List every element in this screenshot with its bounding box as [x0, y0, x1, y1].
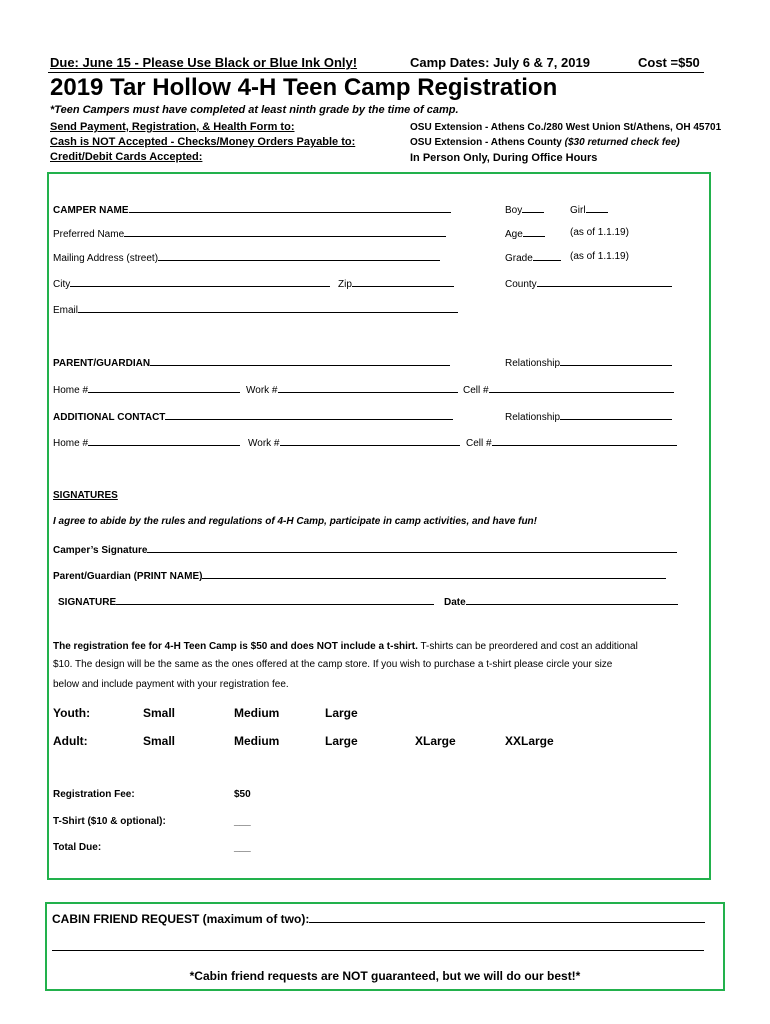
- county-label: County: [505, 279, 537, 290]
- registration-fee-value: $50: [234, 789, 251, 800]
- cabin-request-field[interactable]: [52, 912, 705, 926]
- cabin-request-line-2[interactable]: [52, 950, 704, 951]
- age-note: (as of 1.1.19): [570, 227, 629, 238]
- send-address: OSU Extension - Athens Co./280 West Union St/Athens, OH 45701: [410, 122, 722, 133]
- parent-guardian-label: PARENT/GUARDIAN: [53, 358, 151, 369]
- adult-label: Adult:: [53, 734, 88, 748]
- returned-check-fee: ($30 returned check fee): [564, 137, 680, 148]
- agreement-text: I agree to abide by the rules and regulations of 4-H Camp, participate in camp activities, and have fun!: [53, 516, 537, 527]
- due-date: Due: June 15 - Please Use Black or Blue Ink Only!: [50, 55, 358, 70]
- youth-label: Youth:: [53, 706, 91, 720]
- email-label: Email: [53, 305, 79, 316]
- additional-cell-label: Cell #: [466, 438, 492, 449]
- credit-value: In Person Only, During Office Hours: [410, 152, 598, 164]
- additional-relationship-field[interactable]: [505, 410, 672, 423]
- fee-line-1-rest: T-shirts can be preordered and cost an additional: [417, 641, 638, 652]
- tshirt-fee-label: T-Shirt ($10 & optional):: [53, 816, 166, 827]
- additional-relationship-label: Relationship: [505, 412, 561, 423]
- signatures-heading: SIGNATURES: [53, 490, 118, 501]
- parent-home-label: Home #: [53, 385, 89, 396]
- city-field[interactable]: [53, 277, 330, 290]
- zip-field[interactable]: [338, 277, 454, 290]
- parent-cell-phone-field[interactable]: [463, 383, 674, 396]
- city-label: City: [53, 279, 71, 290]
- cash-label: Cash is NOT Accepted - Checks/Money Orders Payable to:: [50, 136, 356, 148]
- parent-work-phone-field[interactable]: [246, 383, 458, 396]
- mailing-address-field[interactable]: [53, 251, 440, 264]
- additional-contact-label: ADDITIONAL CONTACT: [53, 412, 166, 423]
- total-due-label: Total Due:: [53, 842, 102, 853]
- parent-work-label: Work #: [246, 385, 278, 396]
- mailing-address-label: Mailing Address (street): [53, 253, 159, 264]
- parent-print-name-field[interactable]: [53, 569, 666, 582]
- cabin-request-label: CABIN FRIEND REQUEST (maximum of two):: [52, 912, 310, 926]
- signature-date-field[interactable]: [444, 595, 678, 608]
- additional-home-label: Home #: [53, 438, 89, 449]
- adult-xxlarge-option[interactable]: XXLarge: [505, 734, 554, 748]
- youth-small-option[interactable]: Small: [143, 706, 176, 720]
- parent-relationship-label: Relationship: [505, 358, 561, 369]
- header-rule: [48, 72, 704, 73]
- additional-work-label: Work #: [248, 438, 280, 449]
- additional-home-phone-field[interactable]: [53, 436, 240, 449]
- boy-field[interactable]: [505, 203, 544, 216]
- tshirt-fee-field[interactable]: ___: [234, 816, 251, 827]
- grade-label: Grade: [505, 253, 533, 264]
- adult-medium-option[interactable]: Medium: [234, 734, 280, 748]
- adult-large-option[interactable]: Large: [325, 734, 358, 748]
- cash-payable: [410, 137, 680, 148]
- parent-cell-label: Cell #: [463, 385, 489, 396]
- grade-field[interactable]: [505, 251, 561, 264]
- parent-home-phone-field[interactable]: [53, 383, 240, 396]
- grade-note: *Teen Campers must have completed at least ninth grade by the time of camp.: [50, 104, 459, 116]
- credit-label: Credit/Debit Cards Accepted:: [50, 151, 203, 163]
- fee-line-1: [53, 641, 638, 652]
- cash-payee: OSU Extension - Athens County: [410, 137, 562, 148]
- additional-work-phone-field[interactable]: [248, 436, 460, 449]
- cabin-request-note: *Cabin friend requests are NOT guaranteed, but we will do our best!*: [189, 969, 581, 983]
- fee-line-3: below and include payment with your registration fee.: [53, 679, 289, 690]
- fee-bold-text: The registration fee for 4-H Teen Camp is $50 and does NOT include a t-shirt.: [53, 641, 418, 652]
- youth-medium-option[interactable]: Medium: [234, 706, 280, 720]
- parent-print-name-label: Parent/Guardian (PRINT NAME): [53, 571, 203, 582]
- preferred-name-field[interactable]: [53, 227, 446, 240]
- camper-name-label: CAMPER NAME: [53, 205, 129, 216]
- signature-label: SIGNATURE: [58, 597, 117, 608]
- send-label: Send Payment, Registration, & Health Form to:: [50, 121, 295, 133]
- county-field[interactable]: [505, 277, 672, 290]
- cost: Cost =$50: [638, 55, 700, 70]
- camper-name-field[interactable]: [53, 203, 451, 216]
- adult-small-option[interactable]: Small: [143, 734, 176, 748]
- boy-label: Boy: [505, 205, 523, 216]
- camper-signature-label: Camper’s Signature: [53, 545, 148, 556]
- girl-field[interactable]: [570, 203, 608, 216]
- zip-label: Zip: [338, 279, 352, 290]
- youth-large-option[interactable]: Large: [325, 706, 358, 720]
- preferred-name-label: Preferred Name: [53, 229, 125, 240]
- email-field[interactable]: [53, 303, 458, 316]
- additional-cell-phone-field[interactable]: [466, 436, 677, 449]
- page-title: 2019 Tar Hollow 4-H Teen Camp Registration: [50, 74, 558, 101]
- camp-dates: Camp Dates: July 6 & 7, 2019: [410, 55, 590, 70]
- camper-signature-field[interactable]: [53, 543, 677, 556]
- parent-signature-field[interactable]: [58, 595, 434, 608]
- age-field[interactable]: [505, 227, 545, 240]
- parent-guardian-field[interactable]: [53, 356, 450, 369]
- fee-line-2: $10. The design will be the same as the ones offered at the camp store. If you wish to purchase a t-shirt please circle your size: [53, 659, 613, 670]
- additional-contact-field[interactable]: [53, 410, 453, 423]
- parent-relationship-field[interactable]: [505, 356, 672, 369]
- grade-as-of-note: (as of 1.1.19): [570, 251, 629, 262]
- date-label: Date: [444, 597, 466, 608]
- age-label: Age: [505, 229, 523, 240]
- total-due-field[interactable]: ___: [234, 842, 251, 853]
- registration-fee-label: Registration Fee:: [53, 789, 135, 800]
- girl-label: Girl: [570, 205, 586, 216]
- adult-xlarge-option[interactable]: XLarge: [415, 734, 456, 748]
